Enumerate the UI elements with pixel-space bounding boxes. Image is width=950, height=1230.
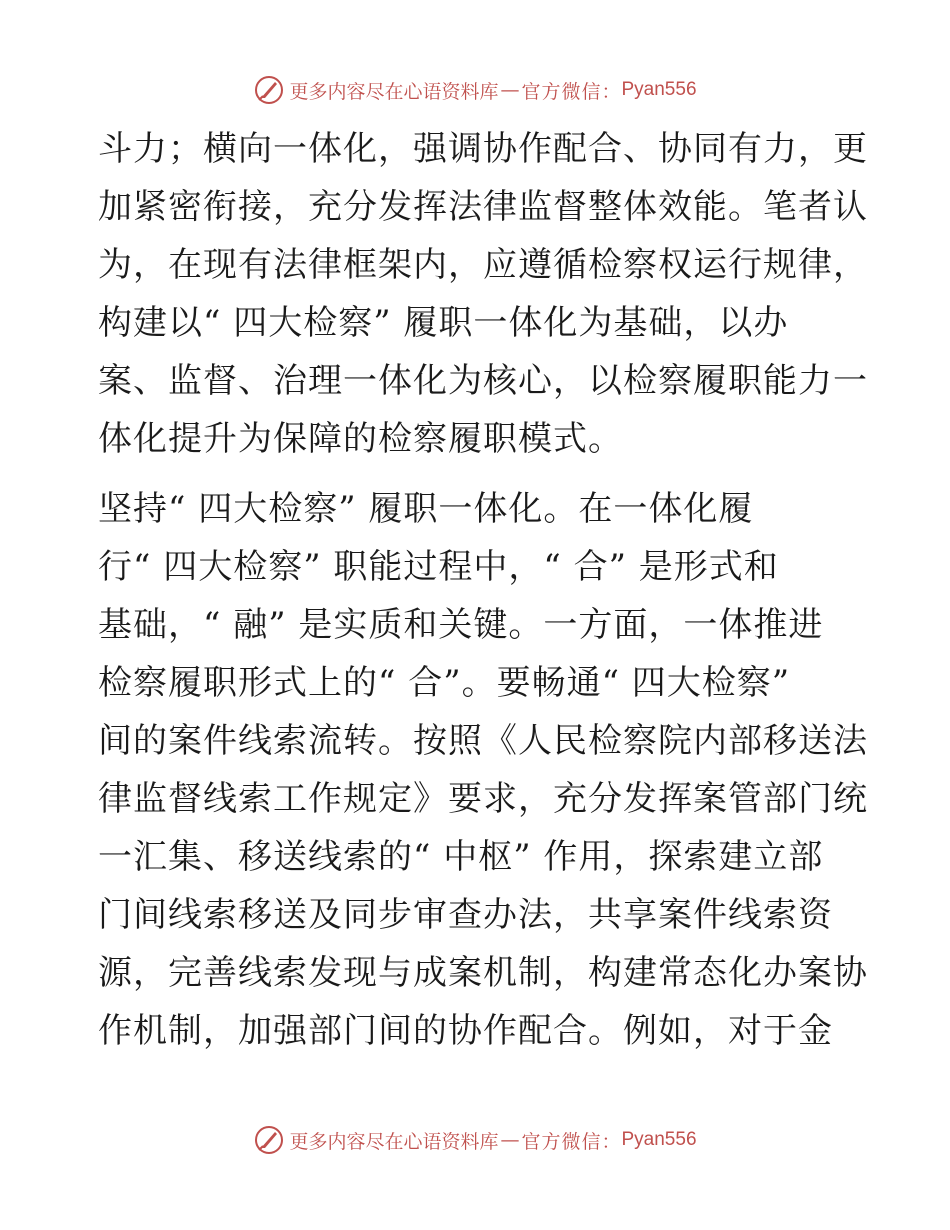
text-line: 斗 力 ； 横 向 一 体 化 ， 强 调 协 作 配 合 、 协 同 有 力 ， 更 [98, 129, 868, 169]
watermark-wechat-id: Pyan556 [621, 1129, 697, 1150]
text-line: 检察履职形式上的“ 合”。要畅通“ 四大检察” [98, 663, 791, 703]
quill-logo-icon [253, 74, 285, 106]
header-watermark [0, 70, 950, 110]
paragraph-2 [98, 480, 868, 1060]
text-line: 门间线索移送及同步审查办法，共享案件线索资 [98, 895, 833, 935]
text-line: 坚持“ 四大检察” 履职一体化。在一体化履 [98, 489, 754, 529]
text-line: 行“ 四大检察” 职能过程中，“ 合” 是形式和 [98, 547, 779, 587]
watermark-separator: — [500, 79, 520, 101]
quill-logo-icon [253, 1124, 285, 1156]
text-line: 构建以“ 四大检察” 履职一体化为基础，以办 [98, 303, 789, 343]
watermark-label: 官方微信： [521, 1130, 622, 1153]
text-line: 源 ， 完 善 线 索 发 现 与 成 案 机 制 ， 构 建 常 态 化 办 案 协 [98, 953, 868, 993]
watermark-main-text: 更多内容尽在心语资料库 [289, 80, 499, 103]
text-line: 间 的 案 件 线 索 流 转 。 按 照 《 人 民 检 察 院 内 部 移 送 法 [98, 721, 868, 761]
watermark-main-text: 更多内容尽在心语资料库 [289, 1130, 499, 1153]
text-line: 案 、 监 督 、 治 理 一 体 化 为 核 心 ， 以 检 察 履 职 能 力 一 [98, 361, 868, 401]
watermark-separator: — [500, 1129, 520, 1151]
text-line: 一汇集、移送线索的“ 中枢” 作用，探索建立部 [98, 837, 824, 877]
document-body [98, 120, 868, 1060]
text-line: 加 紧 密 衔 接 ， 充 分 发 挥 法 律 监 督 整 体 效 能 。 笔 者 认 [98, 187, 868, 227]
text-line: 体化提升为保障的检察履职模式。 [98, 419, 623, 459]
footer-watermark [0, 1120, 950, 1160]
text-line: 基础，“ 融” 是实质和关键。一方面，一体推进 [98, 605, 824, 645]
text-line: 作机制，加强部门间的协作配合。例如，对于金 [98, 1011, 833, 1051]
text-line: 为 ， 在 现 有 法 律 框 架 内 ， 应 遵 循 检 察 权 运 行 规 律 ， [98, 245, 868, 285]
paragraph-1 [98, 120, 868, 468]
watermark-wechat-id: Pyan556 [621, 79, 697, 100]
watermark-label: 官方微信： [521, 80, 622, 103]
text-line: 律 监 督 线 索 工 作 规 定 》 要 求 ， 充 分 发 挥 案 管 部 门 统 [98, 779, 868, 819]
